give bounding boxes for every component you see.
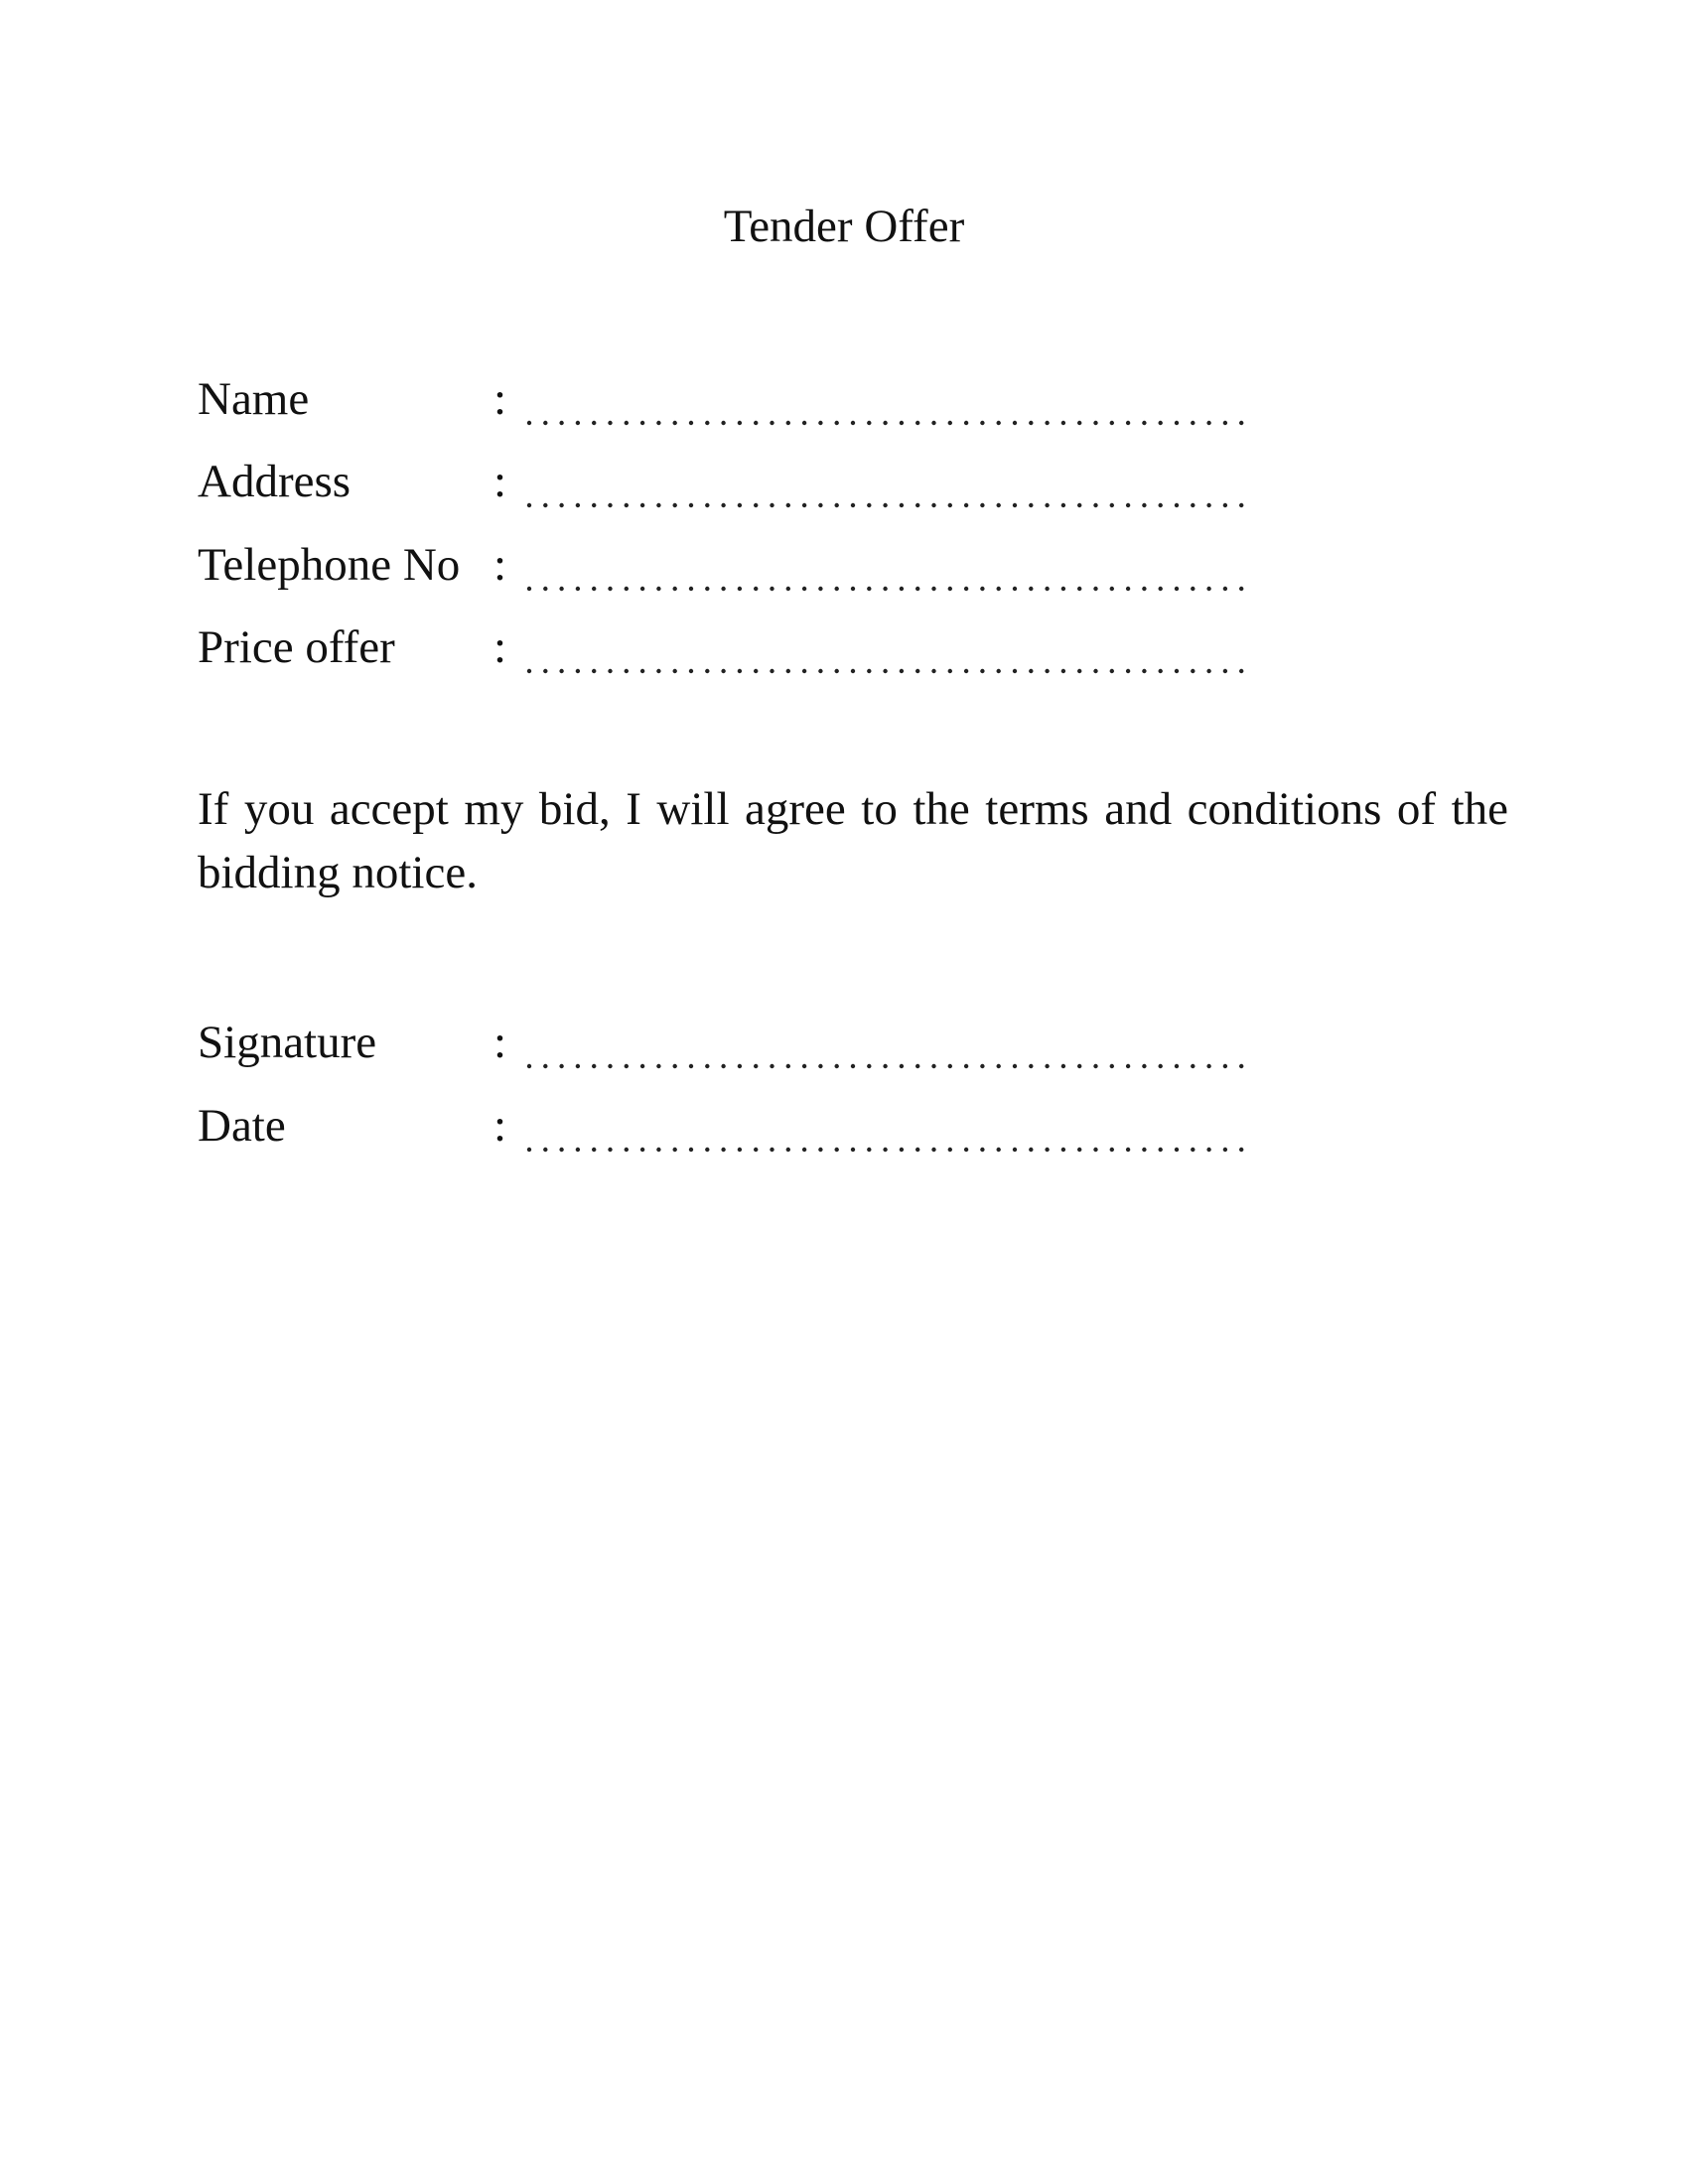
leader-dot <box>1110 587 1114 591</box>
leader-dot <box>997 421 1001 425</box>
dotted-leader-line <box>525 456 1270 513</box>
leader-dot <box>1239 421 1243 425</box>
leader-dot <box>1110 669 1114 673</box>
leader-dot <box>851 1064 855 1068</box>
leader-dot <box>576 421 580 425</box>
leader-dot <box>835 669 839 673</box>
leader-dot <box>1206 1148 1210 1152</box>
leader-dot <box>1126 503 1130 507</box>
leader-dot <box>721 1148 725 1152</box>
leader-dot <box>576 1064 580 1068</box>
leader-dot <box>1206 1064 1210 1068</box>
dotted-leader-line <box>525 1017 1270 1074</box>
leader-dot <box>592 503 596 507</box>
leader-dot <box>980 503 984 507</box>
leader-dot <box>673 421 677 425</box>
leader-dot <box>592 587 596 591</box>
leader-dot <box>1045 587 1049 591</box>
leader-dot <box>1223 1064 1227 1068</box>
leader-dot <box>931 503 935 507</box>
leader-dot <box>1191 1064 1195 1068</box>
leader-dot <box>1077 1148 1081 1152</box>
leader-dot <box>1175 1148 1179 1152</box>
leader-dot <box>997 1064 1001 1068</box>
leader-dot <box>543 1148 547 1152</box>
leader-dot <box>818 503 822 507</box>
leader-dot <box>559 421 563 425</box>
leader-dot <box>931 421 935 425</box>
leader-dot <box>1142 1064 1146 1068</box>
leader-dot <box>705 421 709 425</box>
leader-dot <box>559 1064 563 1068</box>
leader-dot <box>948 587 952 591</box>
leader-dot <box>754 421 758 425</box>
leader-dot <box>608 587 612 591</box>
leader-dot <box>1110 503 1114 507</box>
leader-dot <box>1142 587 1146 591</box>
leader-dot <box>673 669 677 673</box>
leader-dot <box>964 587 968 591</box>
leader-dot <box>608 1064 612 1068</box>
leader-dot <box>915 503 919 507</box>
leader-dot <box>527 503 531 507</box>
leader-dot <box>608 669 612 673</box>
leader-dot <box>1126 587 1130 591</box>
leader-dot <box>640 587 644 591</box>
leader-dot <box>835 1064 839 1068</box>
leader-dot <box>997 669 1001 673</box>
leader-dot <box>931 669 935 673</box>
leader-dot <box>625 503 629 507</box>
telephone-colon: : <box>493 539 507 591</box>
leader-dot <box>754 1064 758 1068</box>
leader-dot <box>1191 503 1195 507</box>
leader-dot <box>689 1148 693 1152</box>
leader-dot <box>1142 1148 1146 1152</box>
leader-dot <box>1159 669 1163 673</box>
leader-dot <box>1110 1148 1114 1152</box>
leader-dot <box>802 669 806 673</box>
leader-dot <box>1191 1148 1195 1152</box>
leader-dot <box>576 587 580 591</box>
leader-dot <box>786 421 790 425</box>
leader-dot <box>689 669 693 673</box>
leader-dot <box>1045 421 1049 425</box>
leader-dot <box>997 1148 1001 1152</box>
leader-dot <box>656 1064 660 1068</box>
leader-dot <box>867 669 871 673</box>
leader-dot <box>1110 421 1114 425</box>
leader-dot <box>867 421 871 425</box>
leader-dot <box>851 503 855 507</box>
leader-dot <box>689 587 693 591</box>
leader-dot <box>1045 1148 1049 1152</box>
leader-dot <box>1013 421 1017 425</box>
leader-dot <box>900 1148 904 1152</box>
leader-dot <box>738 587 742 591</box>
leader-dot <box>608 503 612 507</box>
leader-dot <box>705 587 709 591</box>
dotted-leader-line <box>525 621 1270 679</box>
leader-dot <box>964 1064 968 1068</box>
leader-dot <box>673 503 677 507</box>
leader-dot <box>1029 1148 1033 1152</box>
leader-dot <box>1159 503 1163 507</box>
leader-dot <box>1159 421 1163 425</box>
leader-dot <box>543 587 547 591</box>
address-colon: : <box>493 456 507 507</box>
leader-dot <box>1191 421 1195 425</box>
leader-dot <box>1093 587 1097 591</box>
leader-dot <box>818 669 822 673</box>
leader-dot <box>721 421 725 425</box>
leader-dot <box>1061 669 1065 673</box>
leader-dot <box>818 421 822 425</box>
leader-dot <box>1045 1064 1049 1068</box>
leader-dot <box>1029 1064 1033 1068</box>
leader-dot <box>1223 587 1227 591</box>
signature-colon: : <box>493 1017 507 1068</box>
leader-dot <box>1175 421 1179 425</box>
leader-dot <box>559 1148 563 1152</box>
leader-dot <box>640 669 644 673</box>
leader-dot <box>883 421 887 425</box>
leader-dot <box>1061 421 1065 425</box>
price-offer-label: Price offer <box>198 621 395 673</box>
leader-dot <box>1013 1064 1017 1068</box>
leader-dot <box>1223 669 1227 673</box>
leader-dot <box>1239 587 1243 591</box>
leader-dot <box>900 669 904 673</box>
signature-label: Signature <box>198 1017 377 1068</box>
leader-dot <box>543 421 547 425</box>
leader-dot <box>802 503 806 507</box>
leader-dot <box>883 503 887 507</box>
name-colon: : <box>493 373 507 425</box>
name-label: Name <box>198 373 310 425</box>
leader-dot <box>980 421 984 425</box>
leader-dot <box>1077 587 1081 591</box>
leader-dot <box>559 503 563 507</box>
leader-dot <box>786 1064 790 1068</box>
leader-dot <box>835 503 839 507</box>
leader-dot <box>1029 421 1033 425</box>
leader-dot <box>656 421 660 425</box>
leader-dot <box>1206 503 1210 507</box>
leader-dot <box>770 1064 774 1068</box>
leader-dot <box>931 587 935 591</box>
leader-dot <box>721 1064 725 1068</box>
leader-dot <box>1223 1148 1227 1152</box>
leader-dot <box>721 503 725 507</box>
leader-dot <box>964 421 968 425</box>
dotted-leader-line <box>525 539 1270 597</box>
leader-dot <box>592 1148 596 1152</box>
leader-dot <box>1142 421 1146 425</box>
leader-dot <box>1206 669 1210 673</box>
leader-dot <box>980 1148 984 1152</box>
leader-dot <box>527 669 531 673</box>
telephone-fill-line[interactable] <box>525 539 1270 597</box>
signature-fill-line[interactable] <box>525 1017 1270 1074</box>
leader-dot <box>738 503 742 507</box>
leader-dot <box>851 1148 855 1152</box>
dotted-leader-line <box>525 1100 1270 1158</box>
leader-dot <box>592 669 596 673</box>
acceptance-statement: If you accept my bid, I will agree to the terms and conditions of the bidding notice. <box>198 783 1508 898</box>
leader-dot <box>883 669 887 673</box>
leader-dot <box>576 503 580 507</box>
leader-dot <box>1191 669 1195 673</box>
leader-dot <box>948 503 952 507</box>
dotted-leader-line <box>525 373 1270 431</box>
leader-dot <box>656 587 660 591</box>
leader-dot <box>1239 1148 1243 1152</box>
leader-dot <box>738 669 742 673</box>
leader-dot <box>964 503 968 507</box>
leader-dot <box>738 421 742 425</box>
address-label: Address <box>198 456 352 507</box>
leader-dot <box>915 669 919 673</box>
leader-dot <box>867 503 871 507</box>
leader-dot <box>964 669 968 673</box>
leader-dot <box>1239 503 1243 507</box>
leader-dot <box>543 669 547 673</box>
leader-dot <box>915 421 919 425</box>
leader-dot <box>900 587 904 591</box>
leader-dot <box>770 503 774 507</box>
leader-dot <box>867 587 871 591</box>
leader-dot <box>900 1064 904 1068</box>
leader-dot <box>900 421 904 425</box>
leader-dot <box>802 421 806 425</box>
leader-dot <box>900 503 904 507</box>
leader-dot <box>754 503 758 507</box>
leader-dot <box>1126 421 1130 425</box>
leader-dot <box>656 669 660 673</box>
leader-dot <box>608 421 612 425</box>
date-colon: : <box>493 1100 507 1152</box>
leader-dot <box>721 669 725 673</box>
leader-dot <box>786 503 790 507</box>
leader-dot <box>1126 669 1130 673</box>
leader-dot <box>786 669 790 673</box>
leader-dot <box>1175 1064 1179 1068</box>
leader-dot <box>1223 503 1227 507</box>
leader-dot <box>802 587 806 591</box>
document-title: Tender Offer <box>723 201 965 252</box>
leader-dot <box>1061 1064 1065 1068</box>
leader-dot <box>625 669 629 673</box>
leader-dot <box>738 1148 742 1152</box>
leader-dot <box>915 1148 919 1152</box>
leader-dot <box>625 587 629 591</box>
leader-dot <box>738 1064 742 1068</box>
leader-dot <box>527 1148 531 1152</box>
leader-dot <box>754 1148 758 1152</box>
leader-dot <box>948 421 952 425</box>
leader-dot <box>786 1148 790 1152</box>
name-fill-line[interactable] <box>525 373 1270 431</box>
leader-dot <box>754 669 758 673</box>
leader-dot <box>527 587 531 591</box>
leader-dot <box>1013 1148 1017 1152</box>
leader-dot <box>640 1148 644 1152</box>
leader-dot <box>1077 503 1081 507</box>
leader-dot <box>1110 1064 1114 1068</box>
leader-dot <box>1077 1064 1081 1068</box>
leader-dot <box>964 1148 968 1152</box>
leader-dot <box>673 587 677 591</box>
leader-dot <box>1029 503 1033 507</box>
leader-dot <box>948 1064 952 1068</box>
leader-dot <box>1206 587 1210 591</box>
leader-dot <box>1093 1148 1097 1152</box>
leader-dot <box>1175 669 1179 673</box>
leader-dot <box>705 503 709 507</box>
leader-dot <box>1093 1064 1097 1068</box>
leader-dot <box>640 503 644 507</box>
leader-dot <box>559 587 563 591</box>
leader-dot <box>640 421 644 425</box>
leader-dot <box>1013 669 1017 673</box>
leader-dot <box>625 1148 629 1152</box>
address-fill-line[interactable] <box>525 456 1270 513</box>
leader-dot <box>543 1064 547 1068</box>
leader-dot <box>527 421 531 425</box>
leader-dot <box>835 421 839 425</box>
leader-dot <box>770 1148 774 1152</box>
leader-dot <box>608 1148 612 1152</box>
leader-dot <box>948 669 952 673</box>
leader-dot <box>1077 421 1081 425</box>
leader-dot <box>1029 669 1033 673</box>
leader-dot <box>625 1064 629 1068</box>
leader-dot <box>705 1064 709 1068</box>
telephone-label: Telephone No <box>198 539 461 591</box>
leader-dot <box>1077 669 1081 673</box>
leader-dot <box>527 1064 531 1068</box>
leader-dot <box>948 1148 952 1152</box>
leader-dot <box>1239 669 1243 673</box>
price-offer-colon: : <box>493 621 507 673</box>
leader-dot <box>705 1148 709 1152</box>
leader-dot <box>673 1148 677 1152</box>
leader-dot <box>1093 669 1097 673</box>
leader-dot <box>576 669 580 673</box>
leader-dot <box>1159 1064 1163 1068</box>
leader-dot <box>1061 587 1065 591</box>
leader-dot <box>592 421 596 425</box>
leader-dot <box>1126 1148 1130 1152</box>
leader-dot <box>1175 503 1179 507</box>
leader-dot <box>883 1064 887 1068</box>
leader-dot <box>931 1148 935 1152</box>
leader-dot <box>931 1064 935 1068</box>
leader-dot <box>1206 421 1210 425</box>
leader-dot <box>997 503 1001 507</box>
leader-dot <box>689 421 693 425</box>
leader-dot <box>883 1148 887 1152</box>
date-label: Date <box>198 1100 286 1152</box>
leader-dot <box>576 1148 580 1152</box>
leader-dot <box>1223 421 1227 425</box>
leader-dot <box>835 587 839 591</box>
leader-dot <box>1045 503 1049 507</box>
leader-dot <box>1126 1064 1130 1068</box>
leader-dot <box>818 587 822 591</box>
leader-dot <box>770 669 774 673</box>
leader-dot <box>1142 503 1146 507</box>
leader-dot <box>721 587 725 591</box>
leader-dot <box>543 503 547 507</box>
leader-dot <box>656 1148 660 1152</box>
leader-dot <box>818 1064 822 1068</box>
leader-dot <box>705 669 709 673</box>
leader-dot <box>625 421 629 425</box>
leader-dot <box>673 1064 677 1068</box>
leader-dot <box>915 1064 919 1068</box>
date-fill-line[interactable] <box>525 1100 1270 1158</box>
leader-dot <box>980 587 984 591</box>
leader-dot <box>1061 503 1065 507</box>
leader-dot <box>1191 587 1195 591</box>
leader-dot <box>851 587 855 591</box>
leader-dot <box>1045 669 1049 673</box>
leader-dot <box>802 1148 806 1152</box>
leader-dot <box>1061 1148 1065 1152</box>
leader-dot <box>818 1148 822 1152</box>
leader-dot <box>1239 1064 1243 1068</box>
leader-dot <box>802 1064 806 1068</box>
leader-dot <box>915 587 919 591</box>
leader-dot <box>1159 587 1163 591</box>
leader-dot <box>1093 503 1097 507</box>
leader-dot <box>997 587 1001 591</box>
leader-dot <box>1013 503 1017 507</box>
leader-dot <box>851 421 855 425</box>
leader-dot <box>786 587 790 591</box>
leader-dot <box>640 1064 644 1068</box>
price-offer-fill-line[interactable] <box>525 621 1270 679</box>
leader-dot <box>770 587 774 591</box>
leader-dot <box>1029 587 1033 591</box>
leader-dot <box>980 669 984 673</box>
leader-dot <box>883 587 887 591</box>
leader-dot <box>867 1148 871 1152</box>
leader-dot <box>1159 1148 1163 1152</box>
leader-dot <box>851 669 855 673</box>
leader-dot <box>689 1064 693 1068</box>
leader-dot <box>980 1064 984 1068</box>
leader-dot <box>754 587 758 591</box>
leader-dot <box>559 669 563 673</box>
leader-dot <box>835 1148 839 1152</box>
leader-dot <box>592 1064 596 1068</box>
leader-dot <box>1013 587 1017 591</box>
leader-dot <box>656 503 660 507</box>
leader-dot <box>689 503 693 507</box>
leader-dot <box>1142 669 1146 673</box>
leader-dot <box>1175 587 1179 591</box>
leader-dot <box>1093 421 1097 425</box>
leader-dot <box>770 421 774 425</box>
leader-dot <box>867 1064 871 1068</box>
